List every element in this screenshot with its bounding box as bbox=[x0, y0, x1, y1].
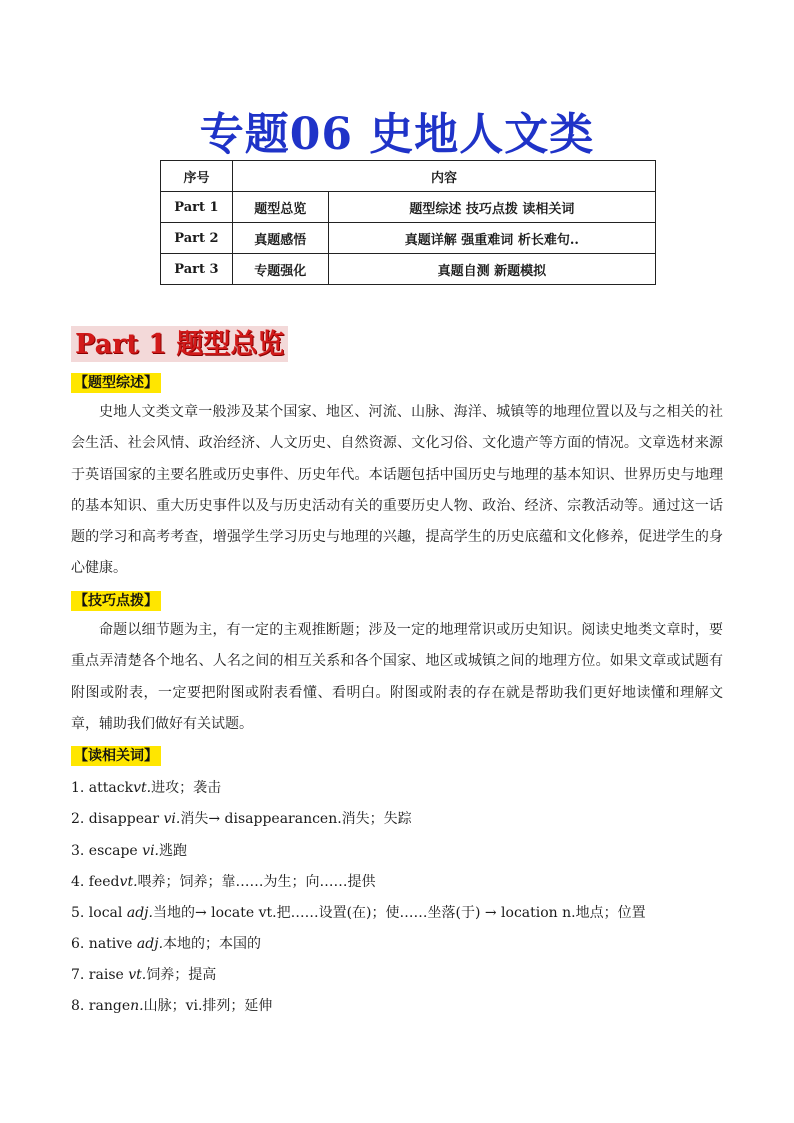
vocab-item: 4. feedvt.喂养；饲养；靠……为生；向……提供 bbox=[71, 874, 376, 890]
contents-table bbox=[160, 160, 656, 285]
row-no: Part 3 bbox=[161, 254, 233, 285]
row-content: 真题详解 强重难词 析长难句.. bbox=[328, 223, 655, 254]
vocab-item: 6. native adj.本地的；本国的 bbox=[71, 936, 262, 952]
row-name: 专题强化 bbox=[232, 254, 328, 285]
table-row bbox=[161, 223, 656, 254]
page-title: 专题06 史地人文类 bbox=[199, 109, 595, 160]
part1-heading: Part 1 题型总览 bbox=[71, 326, 288, 362]
vocab-item: 7. raise vt.饲养；提高 bbox=[71, 967, 217, 983]
row-no: Part 2 bbox=[161, 223, 233, 254]
row-name: 真题感悟 bbox=[232, 223, 328, 254]
table-header-content: 内容 bbox=[232, 161, 655, 192]
vocab-item: 2. disappear vi.消失→ disappearancen.消失；失踪 bbox=[71, 811, 412, 827]
row-no: Part 1 bbox=[161, 192, 233, 223]
table-row bbox=[161, 254, 656, 285]
vocab-item: 1. attackvt.进攻；袭击 bbox=[71, 780, 222, 796]
table-header-row bbox=[161, 161, 656, 192]
vocab-item: 3. escape vi.逃跑 bbox=[71, 843, 188, 859]
row-content: 题型综述 技巧点拨 读相关词 bbox=[328, 192, 655, 223]
table-header-no: 序号 bbox=[161, 161, 233, 192]
overview-paragraph: 史地人文类文章一般涉及某个国家、地区、河流、山脉、海洋、城镇等的地理位置以及与之相关的社会生活、社会风情、政治经济、人文历史、自然资源、文化习俗、文化遗产等方面的情况。文章选材来源于英语国家的主要名胜或历史事件、历史年代。本话题包括中国历史与地理的基本知识、世界历史与地理的基本知识、重大历史事件以及与历史活动有关的重要历史人物、政治、经济、宗教活动等。通过这一话题的学习和高考考查，增强学生学习历史与地理的兴趣，提高学生的历史底蕴和文化修养，促进学生的身心健康。 bbox=[71, 404, 723, 577]
vocab-item: 5. local adj.当地的→ locate vt.把……设置(在)；使……坐落(于) → location n.地点；位置 bbox=[71, 905, 646, 921]
section-tag-vocab: 【读相关词】 bbox=[71, 746, 161, 766]
table-row bbox=[161, 192, 656, 223]
section-tag-tips: 【技巧点拨】 bbox=[71, 591, 161, 611]
section-tag-overview: 【题型综述】 bbox=[71, 373, 161, 393]
vocab-item: 8. rangen.山脉；vi.排列；延伸 bbox=[71, 998, 273, 1014]
row-content: 真题自测 新题模拟 bbox=[328, 254, 655, 285]
tips-paragraph: 命题以细节题为主，有一定的主观推断题；涉及一定的地理常识或历史知识。阅读史地类文章时，要重点弄清楚各个地名、人名之间的相互关系和各个国家、地区或城镇之间的地理方位。如果文章或试题有附图或附表，一定要把附图或附表看懂、看明白。附图或附表的存在就是帮助我们更好地读懂和理解文章，辅助我们做好有关试题。 bbox=[71, 622, 723, 732]
row-name: 题型总览 bbox=[232, 192, 328, 223]
